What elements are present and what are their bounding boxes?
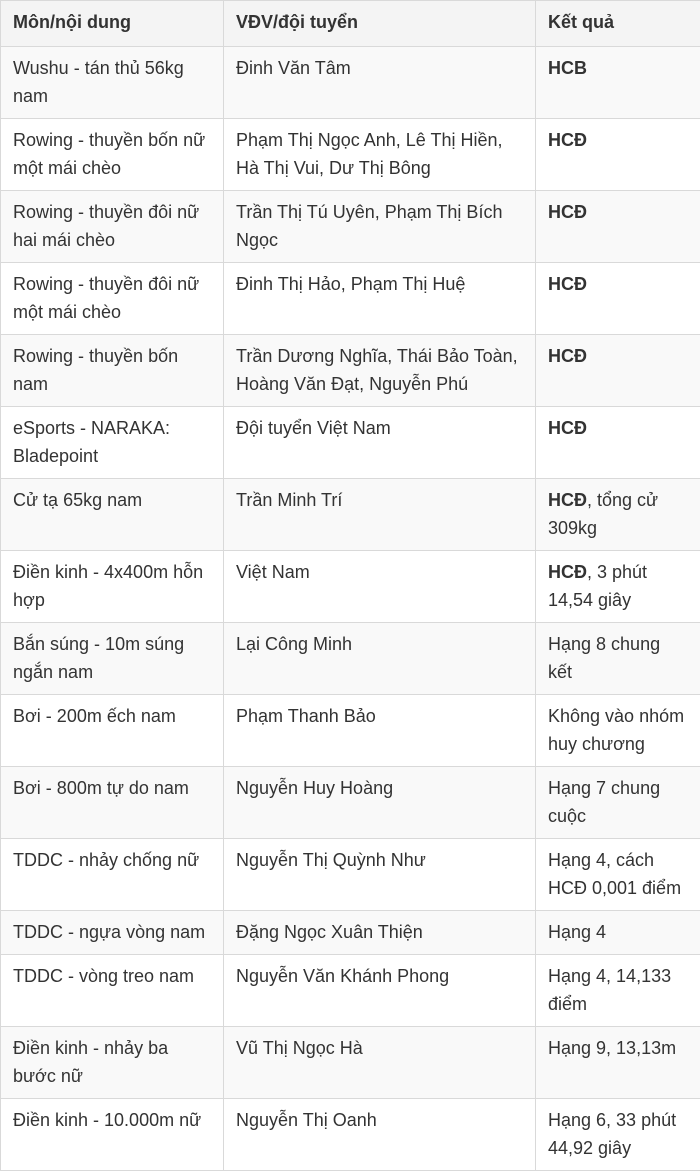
event-cell: Rowing - thuyền bốn nữ một mái chèo: [1, 119, 224, 191]
result-cell: [536, 335, 700, 407]
medal-text: HCB: [548, 58, 587, 78]
athlete-cell: Đặng Ngọc Xuân Thiện: [224, 911, 536, 955]
table-row: [1, 191, 700, 263]
result-cell: [536, 263, 700, 335]
result-cell: [536, 119, 700, 191]
event-cell: Bơi - 200m ếch nam: [1, 695, 224, 767]
result-cell: [536, 47, 700, 119]
table-row: [1, 911, 700, 955]
event-cell: Cử tạ 65kg nam: [1, 479, 224, 551]
result-cell: [536, 695, 700, 767]
result-cell: [536, 551, 700, 623]
athlete-cell: Lại Công Minh: [224, 623, 536, 695]
table-row: [1, 1027, 700, 1099]
athlete-cell: Nguyễn Thị Quỳnh Như: [224, 839, 536, 911]
result-cell: [536, 407, 700, 479]
header-event: Môn/nội dung: [1, 1, 224, 47]
header-athlete: VĐV/đội tuyển: [224, 1, 536, 47]
result-cell: [536, 955, 700, 1027]
table-row: [1, 119, 700, 191]
result-cell: [536, 191, 700, 263]
event-cell: Rowing - thuyền đôi nữ một mái chèo: [1, 263, 224, 335]
athlete-cell: Trần Minh Trí: [224, 479, 536, 551]
medal-text: HCĐ: [548, 202, 587, 222]
result-cell: [536, 767, 700, 839]
table-header-row: [1, 1, 700, 47]
medal-text: HCĐ: [548, 418, 587, 438]
table-row: [1, 263, 700, 335]
athlete-cell: Nguyễn Huy Hoàng: [224, 767, 536, 839]
event-cell: Bơi - 800m tự do nam: [1, 767, 224, 839]
result-detail: Hạng 6, 33 phút 44,92 giây: [548, 1110, 676, 1158]
athlete-cell: Đinh Văn Tâm: [224, 47, 536, 119]
result-detail: Hạng 4, cách HCĐ 0,001 điểm: [548, 850, 681, 898]
athlete-cell: Nguyễn Văn Khánh Phong: [224, 955, 536, 1027]
event-cell: TDDC - ngựa vòng nam: [1, 911, 224, 955]
result-cell: [536, 623, 700, 695]
medal-text: HCĐ: [548, 130, 587, 150]
event-cell: Điền kinh - nhảy ba bước nữ: [1, 1027, 224, 1099]
medal-text: HCĐ: [548, 274, 587, 294]
event-cell: TDDC - vòng treo nam: [1, 955, 224, 1027]
result-detail: Hạng 4, 14,133 điểm: [548, 966, 671, 1014]
event-cell: Điền kinh - 10.000m nữ: [1, 1099, 224, 1171]
event-cell: Điền kinh - 4x400m hỗn hợp: [1, 551, 224, 623]
athlete-cell: Nguyễn Thị Oanh: [224, 1099, 536, 1171]
event-cell: Wushu - tán thủ 56kg nam: [1, 47, 224, 119]
athlete-cell: Trần Dương Nghĩa, Thái Bảo Toàn, Hoàng Văn Đạt, Nguyễn Phú: [224, 335, 536, 407]
event-cell: Rowing - thuyền bốn nam: [1, 335, 224, 407]
medal-text: HCĐ: [548, 346, 587, 366]
table-row: [1, 767, 700, 839]
result-detail: Hạng 9, 13,13m: [548, 1038, 676, 1058]
medal-text: HCĐ: [548, 490, 587, 510]
athlete-cell: Việt Nam: [224, 551, 536, 623]
result-detail: Không vào nhóm huy chương: [548, 706, 684, 754]
table-row: [1, 479, 700, 551]
result-cell: [536, 839, 700, 911]
table-row: [1, 623, 700, 695]
table-row: [1, 839, 700, 911]
athlete-cell: Phạm Thị Ngọc Anh, Lê Thị Hiền, Hà Thị Vui, Dư Thị Bông: [224, 119, 536, 191]
result-cell: [536, 911, 700, 955]
result-detail: Hạng 4: [548, 922, 606, 942]
result-detail: Hạng 8 chung kết: [548, 634, 660, 682]
table-row: [1, 695, 700, 767]
athlete-cell: Trần Thị Tú Uyên, Phạm Thị Bích Ngọc: [224, 191, 536, 263]
table-row: [1, 955, 700, 1027]
table-row: [1, 47, 700, 119]
result-cell: [536, 1027, 700, 1099]
table-row: [1, 407, 700, 479]
athlete-cell: Phạm Thanh Bảo: [224, 695, 536, 767]
event-cell: TDDC - nhảy chống nữ: [1, 839, 224, 911]
result-detail: Hạng 7 chung cuộc: [548, 778, 660, 826]
event-cell: Bắn súng - 10m súng ngắn nam: [1, 623, 224, 695]
table-row: [1, 1099, 700, 1171]
result-detail: , 3 phút 14,54 giây: [548, 562, 647, 610]
header-result: Kết quả: [536, 1, 700, 47]
table-row: [1, 551, 700, 623]
event-cell: eSports - NARAKA: Bladepoint: [1, 407, 224, 479]
athlete-cell: Vũ Thị Ngọc Hà: [224, 1027, 536, 1099]
result-detail: , tổng cử 309kg: [548, 490, 658, 538]
event-cell: Rowing - thuyền đôi nữ hai mái chèo: [1, 191, 224, 263]
result-cell: [536, 479, 700, 551]
result-cell: [536, 1099, 700, 1171]
athlete-cell: Đinh Thị Hảo, Phạm Thị Huệ: [224, 263, 536, 335]
athlete-cell: Đội tuyển Việt Nam: [224, 407, 536, 479]
table-row: [1, 335, 700, 407]
medal-text: HCĐ: [548, 562, 587, 582]
